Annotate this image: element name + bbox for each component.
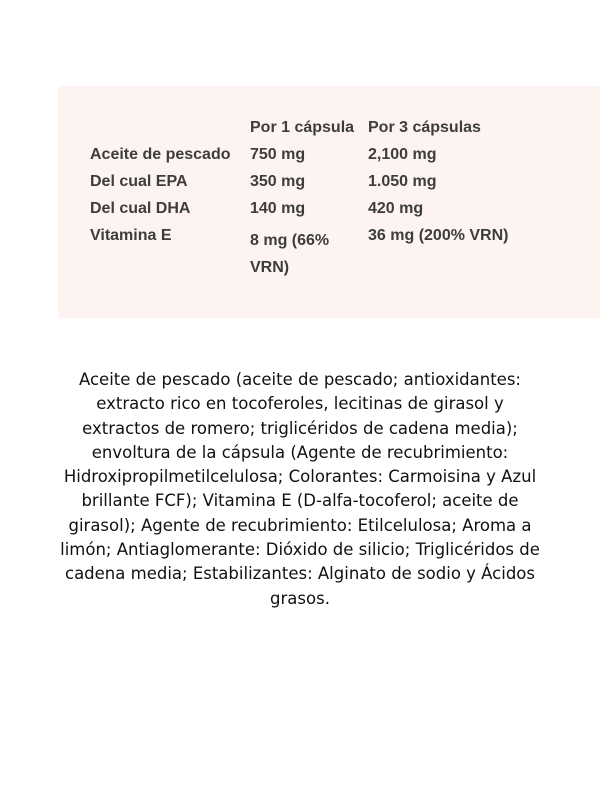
value-per-3: 2,100 mg xyxy=(368,146,437,163)
value-per-1: 750 mg xyxy=(250,146,306,163)
header-nutrient xyxy=(90,119,250,146)
table-row xyxy=(90,227,538,281)
nutrient-name: Del cual DHA xyxy=(90,200,191,217)
value-per-3: 1.050 mg xyxy=(368,173,437,190)
nutrition-panel xyxy=(58,86,600,318)
value-per-3: 420 mg xyxy=(368,200,424,217)
value-per-1: 8 mg (66% VRN) xyxy=(250,232,330,276)
table-row xyxy=(90,146,538,173)
header-per-3-capsules: Por 3 cápsulas xyxy=(368,119,481,136)
header-per-1-capsule: Por 1 cápsula xyxy=(250,119,355,136)
value-per-1: 140 mg xyxy=(250,200,306,217)
table-header-row xyxy=(90,119,538,146)
table-row xyxy=(90,173,538,200)
value-per-3: 36 mg (200% VRN) xyxy=(368,227,509,244)
nutrient-name: Del cual EPA xyxy=(90,173,188,190)
value-per-1: 350 mg xyxy=(250,173,306,190)
table-row xyxy=(90,200,538,227)
nutrient-name: Vitamina E xyxy=(90,227,172,244)
nutrition-table xyxy=(90,119,538,281)
nutrient-name: Aceite de pescado xyxy=(90,146,231,163)
ingredients-text: Aceite de pescado (aceite de pescado; antioxidantes: extracto rico en tocoferoles, lecitinas de girasol y extractos de romero; triglicéridos de cadena media); envoltura de la cápsula (Agente de recubrimiento: Hidroxipropilmetilcelulosa; Colorantes: Carmoisina y Azul brillante FCF); Vitamina E (D-alfa-tocoferol; aceite de girasol); Agente de recubrimiento: Etilcelulosa; Aroma a limón; Antiaglomerante: Dióxido de silicio; Triglicéridos de cadena media; Estabilizantes: Alginato de sodio y Ácidos grasos. xyxy=(60,370,540,608)
